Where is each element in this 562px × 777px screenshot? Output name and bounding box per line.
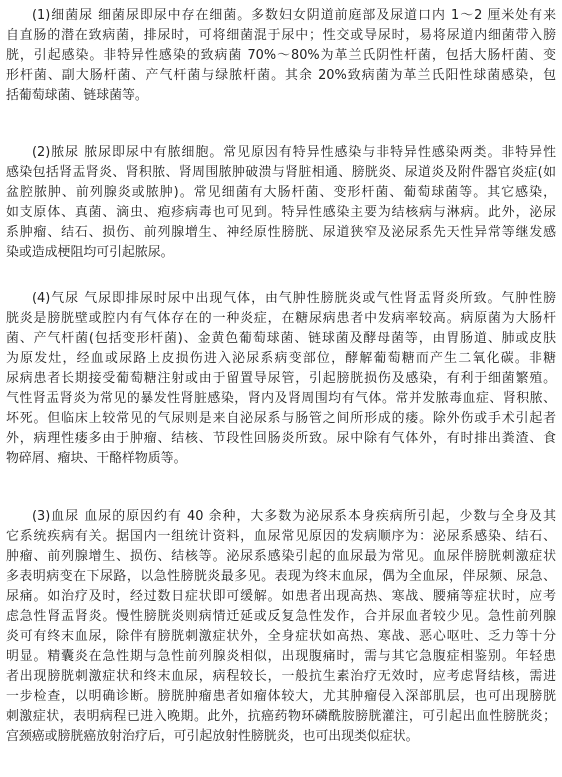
text-line: 如支原体、真菌、滴虫、疱疹病毒也可见到。特异性感染主要为结核病与淋病。此外，泌尿 [6, 205, 556, 220]
text-line: 感染包括肾盂肾炎、肾积脓、肾周围脓肿破溃与肾脏相通、膀胱炎、尿道炎及附件器官炎症(如 [6, 165, 556, 180]
text-line: 尿病患者长期接受葡萄糖注射或由于留置导尿管，引起膀胱损伤及感染，有利于细菌繁殖。 [6, 371, 556, 386]
text-line: 染或造成梗阻均可引起脓尿。 [6, 245, 174, 260]
text-line: (3)血尿 血尿的原因约有 40 余种，大多数为泌尿系本身疾病所引起，少数与全身及其 [32, 509, 556, 524]
text-line: 明显。精囊炎在急性期与急性前列腺炎相似，出现腹痛时，需与其它急腹症相鉴别。年轻患 [6, 649, 556, 664]
text-line: 尿痛。如治疗及时，经过数日症状即可缓解。如患者出现高热、寒战、腰痛等症状时，应考 [6, 589, 556, 604]
paragraph-bacteriuria [6, 6, 556, 106]
text-line: 坏死。但临床上较常见的气尿则是来自泌尿系与肠管之间所形成的瘘。除外伤或手术引起者 [6, 411, 556, 426]
text-line: 刺激症状，表明病程已进入晚期。此外，抗癌药物环磷酰胺膀胱灌注，可引起出血性膀胱炎； [6, 709, 556, 724]
text-line: 肿瘤、前列腺增生、损伤、结核等。泌尿系感染引起的血尿最为常见。血尿伴膀胱刺激症状 [6, 549, 556, 564]
text-line: (2)脓尿 脓尿即尿中有脓细胞。常见原因有特异性感染与非特异性感染两类。非特异性 [32, 145, 556, 160]
text-line: 胱炎是膀胱壁或腔内有气体存在的一种炎症，在糖尿病患者中发病率较高。病原菌为大肠杆 [6, 311, 556, 326]
text-line: 一步检查，以明确诊断。膀胱肿瘤患者如瘤体较大，尤其肿瘤侵入深部肌层，也可出现膀胱 [6, 689, 556, 704]
text-line: (1)细菌尿 细菌尿即尿中存在细菌。多数妇女阴道前庭部及尿道口内 1～2 厘米处有来 [32, 8, 556, 23]
text-line: 菌、产气杆菌(包括变形杆菌)、金黄色葡萄球菌、链球菌及酵母菌等，由胃肠道、肺或皮肤 [6, 331, 556, 346]
text-line: 物碎屑、瘤块、干酪样物质等。 [6, 451, 187, 466]
text-line: 多表明病变在下尿路，以急性膀胱炎最多见。表现为终末血尿，偶为全血尿，伴尿频、尿急、 [6, 569, 556, 584]
text-line: 虑急性肾盂肾炎。慢性膀胱炎则病情迁延或反复急性发作，合并尿血者较少见。急性前列腺 [6, 609, 556, 624]
text-line: 外，病理性瘘多由于肿瘤、结核、节段性回肠炎所致。尿中除有气体外，有时排出粪渣、食 [6, 431, 556, 446]
text-line: 自直肠的潜在致病菌，排尿时，可将细菌混于尿中；性交或导尿时，易将尿道内细菌带入膀 [6, 28, 556, 43]
text-line: (4)气尿 气尿即排尿时尿中出现气体，由气肿性膀胱炎或气性肾盂肾炎所致。气肿性膀 [32, 291, 556, 306]
text-line: 者出现膀胱刺激症状和终末血尿，病程较长，一般抗生素治疗无效时，应考虑肾结核，需进 [6, 669, 556, 684]
paragraph-hematuria [6, 507, 556, 747]
text-line: 括葡萄球菌、链球菌等。 [6, 88, 148, 103]
text-line: 宫颈癌或膀胱癌放射治疗后，可引起放射性膀胱炎，也可出现类似症状。 [6, 729, 419, 744]
paragraph-pyuria [6, 143, 556, 263]
text-line: 胱，引起感染。非特异性感染的致病菌 70%～80%为革兰氏阴性杆菌，包括大肠杆菌、变 [6, 48, 556, 63]
text-line: 炎可有终末血尿，除伴有膀胱刺激症状外，全身症状如高热、寒战、恶心呕吐、乏力等十分 [6, 629, 556, 644]
text-line: 气性肾盂肾炎为常见的暴发性肾脏感染，肾内及肾周围均有气体。常并发脓毒血症、肾积脓、 [6, 391, 556, 406]
text-line: 盆腔脓肿、前列腺炎或脓肿)。常见细菌有大肠杆菌、变形杆菌、葡萄球菌等。其它感染， [6, 185, 556, 200]
text-line: 系肿瘤、结石、损伤、前列腺增生、神经原性膀胱、尿道狭窄及泌尿系先天性异常等继发感 [6, 225, 556, 240]
paragraph-pneumaturia [6, 289, 556, 469]
text-line: 形杆菌、副大肠杆菌、产气杆菌与绿脓杆菌。其余 20%致病菌为革兰氏阳性球菌感染，包 [6, 68, 556, 83]
text-line: 为原发灶，经血或尿路上皮损伤进入泌尿系病变部位，酵解葡萄糖而产生二氧化碳。非糖 [6, 351, 556, 366]
text-line: 它系统疾病有关。据国内一组统计资料，血尿常见原因的发病顺序为：泌尿系感染、结石、 [6, 529, 556, 544]
